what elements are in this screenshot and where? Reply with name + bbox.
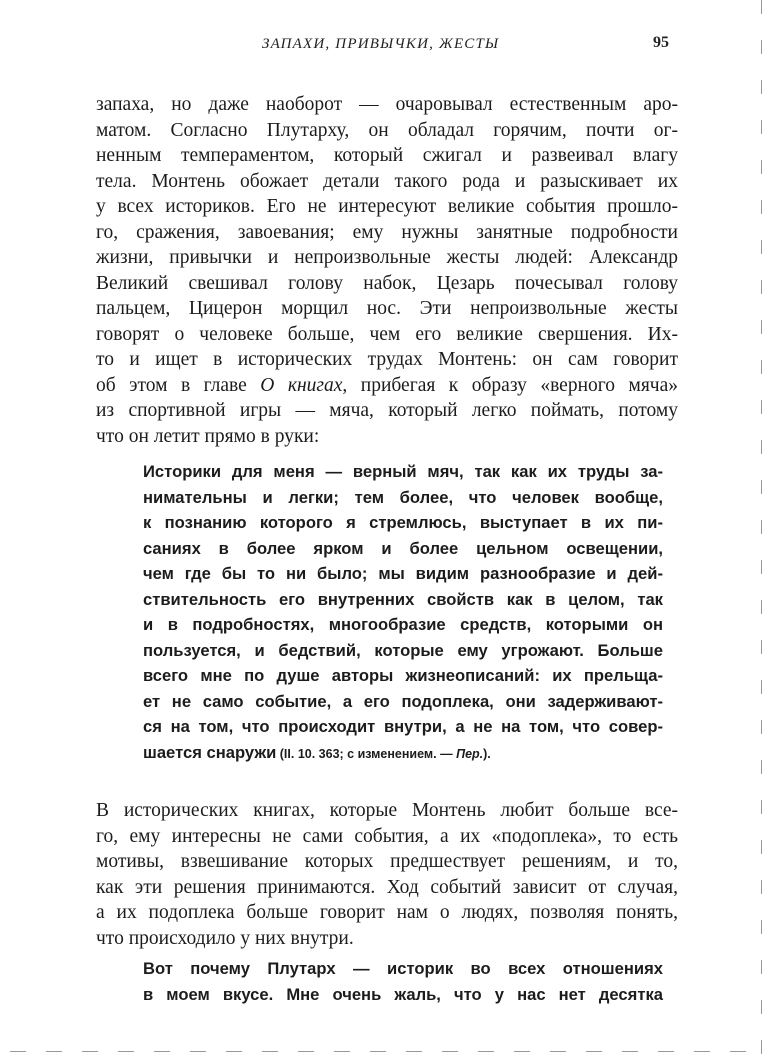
citation (276, 747, 490, 761)
crop-marks-bottom (0, 1047, 769, 1057)
paragraph-1 (96, 92, 678, 449)
text-line: В исторических книгах, которые Монтень любит больше все- (96, 800, 678, 821)
quote-2 (143, 956, 663, 1007)
page-header (0, 30, 769, 60)
text-line: го, ему интересны не сами события, а их «подоплека», то есть (96, 825, 678, 847)
quote-line: нимательны и легки; тем более, что человек вообще, (143, 487, 663, 507)
text-line: что он летит прямо в руки: (96, 425, 320, 447)
quote-line: ет не само событие, а его подоплека, они задерживают- (143, 691, 663, 711)
text-line: у всех историков. Его не интересуют великие события прошло- (96, 196, 678, 217)
text-line: то и ищет в исторических трудах Монтень: он сам говорит (96, 349, 678, 370)
crop-marks-right (739, 0, 769, 1063)
quote-line: чем где бы то ни было; мы видим разнообразие и дей- (143, 564, 663, 583)
text-line: как эти решения принимаются. Ход событий зависит от случая, (96, 876, 678, 898)
citation-text: (II. 10. 363; с изменением. — (276, 746, 457, 761)
text-line (96, 373, 678, 399)
quote-line: ствительность его внутренних свойств как в целом, так (143, 589, 663, 609)
text-line: мотивы, взвешивание которых предшествует решениям, и то, (96, 851, 678, 872)
quote-line (143, 740, 663, 766)
book-title: О книгах (260, 374, 343, 396)
text-line: а их подоплека больше говорит нам о людях, позволяя понять, (96, 902, 678, 923)
citation-italic: Пер. (456, 746, 484, 761)
page-number: 95 (653, 34, 669, 51)
quote-line: всего мне по душе авторы жизнеописаний: их прельща- (143, 666, 663, 685)
quote-line: Вот почему Плутарх — историк во всех отношениях (143, 959, 663, 978)
text-line: жизни, привычки и непроизвольные жесты людей: Александр (96, 247, 678, 268)
text-line: из спортивной игры — мяча, который легко поймать, потому (96, 400, 678, 421)
quote-1 (143, 459, 663, 765)
paragraph-2 (96, 798, 678, 951)
text-line: тела. Монтень обожает детали такого рода и разыскивает их (96, 170, 678, 192)
text-line: матом. Согласно Плутарху, он обладал горячим, почти ог- (96, 119, 678, 141)
text-line: ненным темпераментом, который сжигал и развеивал влагу (96, 145, 678, 166)
text-segment: , прибегая к образу «верного мяча» (342, 374, 679, 396)
quote-text: шается снаружи (143, 742, 277, 762)
text-line: что происходило у них внутри. (96, 927, 354, 949)
quote-line: Историки для меня — верный мяч, так как их труды за- (143, 462, 663, 481)
text-line: пальцем, Цицерон морщил нос. Эти непроизвольные жесты (96, 298, 678, 319)
text-line: Великий свешивал голову набок, Цезарь почесывал голову (96, 272, 678, 294)
text-line: го, сражения, завоевания; ему нужны занятные подробности (96, 221, 678, 243)
quote-line: и в подробностях, многообразие средств, которыми он (143, 615, 663, 634)
quote-line: в моем вкусе. Мне очень жаль, что у нас нет десятка (143, 984, 663, 1004)
quote-line: пользуется, и бедствий, которые ему угрожают. Больше (143, 640, 663, 660)
quote-line: к познанию которого я стремлюсь, выступает в их пи- (143, 513, 663, 532)
running-head: ЗАПАХИ, ПРИВЫЧКИ, ЖЕСТЫ (262, 36, 500, 52)
quote-line: ся на том, что происходит внутри, а не на том, что совер- (143, 717, 663, 736)
quote-line: саниях в более ярком и более цельном освещении, (143, 538, 663, 558)
citation-end: ). (483, 746, 491, 761)
text-line: говорят о человеке больше, чем его великие свершения. Их- (96, 323, 678, 345)
text-segment: об этом в главе (96, 374, 261, 396)
text-line: запаха, но даже наоборот — очаровывал естественным аро- (96, 94, 678, 115)
